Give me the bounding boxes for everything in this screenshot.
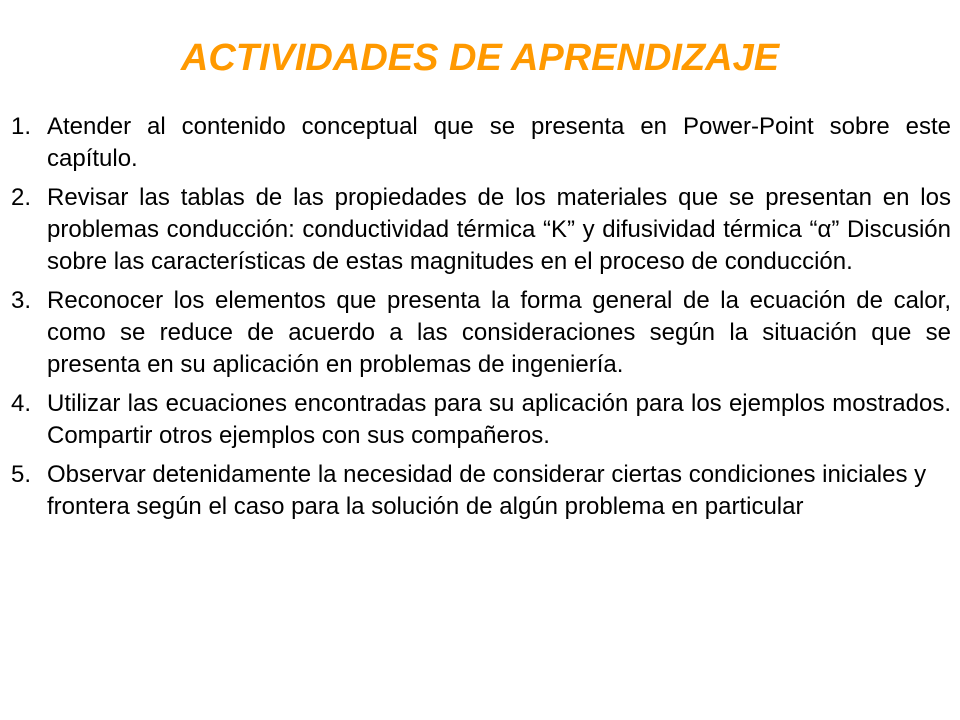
item-number: 3. xyxy=(11,287,32,314)
item-number: 2. xyxy=(11,184,32,211)
item-number: 1. xyxy=(11,113,32,140)
item-text: Atender al contenido conceptual que se presenta en Power-Point sobre este capítulo. xyxy=(47,113,951,172)
activities-list xyxy=(11,111,951,530)
item-number: 5. xyxy=(11,461,32,488)
list-item xyxy=(11,459,951,523)
item-text: Reconocer los elementos que presenta la forma general de la ecuación de calor, como se reduce de acuerdo a las consideraciones según la situación que se presenta en su aplicación en problemas de ingeniería. xyxy=(47,287,951,378)
list-item xyxy=(11,285,951,381)
item-text: Revisar las tablas de las propiedades de los materiales que se presentan en los problemas conducción: conductividad térmica “K” y difusividad térmica “α” Discusión sobre las características de estas magnitudes en el proceso de conducción. xyxy=(47,184,951,275)
list-item xyxy=(11,388,951,452)
item-number: 4. xyxy=(11,390,32,417)
item-text: Utilizar las ecuaciones encontradas para su aplicación para los ejemplos mostrados. Compartir otros ejemplos con sus compañeros. xyxy=(47,390,951,449)
item-text: Observar detenidamente la necesidad de considerar ciertas condiciones iniciales y frontera según el caso para la solución de algún problema en particular xyxy=(47,461,927,520)
list-item xyxy=(11,111,951,175)
list-item xyxy=(11,182,951,278)
slide-title: ACTIVIDADES DE APRENDIZAJE xyxy=(180,37,780,79)
